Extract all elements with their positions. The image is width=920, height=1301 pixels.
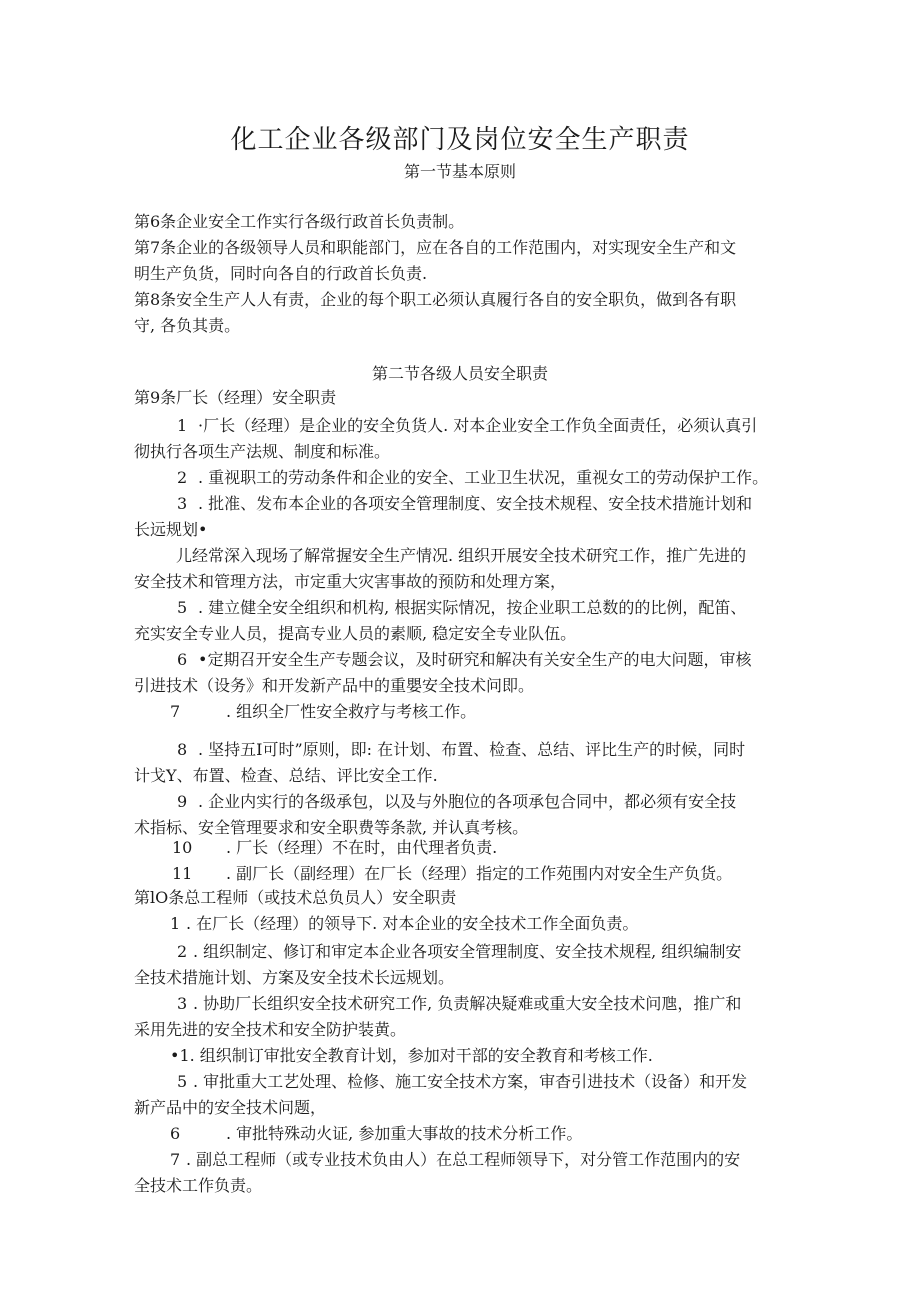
art10-item-3-line-2: 采用先进的安全技术和安全防护装黄。 [134,1020,407,1039]
art9-item-7-number: 7 [170,702,181,721]
art9-item-7-line-1: . 组织全厂性安全救疗与考核工作。 [226,702,477,721]
article-6: 第6条企业安全工作实行各级行政首长负责制。 [134,212,465,231]
art9-item-1-number: 1 [177,416,188,435]
art9-item-11-line-1: . 副厂长（副经理）在厂长（经理）指定的工作苑围内对安全生产负货。 [226,864,733,883]
art10-item-2-line-1: . 组织制定、修订和审定本企业各项安全管理制度、安全技术规程, 组织编制安 [193,942,742,961]
art9-item-5-line-1: . 建立健全安全组织和机构, 根据实际情况，按企业职工总数的的比例，配笛、 [198,598,747,617]
art10-item-5-number: 5 [177,1072,188,1091]
art9-item-8-line-1: . 坚持五I可时”原则，即: 在计划、布置、检查、总结、评比生产的时候，同时 [198,740,746,759]
art9-item-4-line-2: 安全技术和管理方法，市定重大灾害事故的预防和处理方案， [134,572,567,591]
art9-item-4-line-1: 儿经常深入现场了解常握安全生产情况. 组织开展安全技术研究工作，推广先进的 [176,546,747,565]
art9-item-3-line-1: . 批准、发布本企业的各项安全管理制度、安全技术规程、安全技术措施计划和 [198,494,753,513]
art9-item-6-line-2: 引进技术（设务》和开发新产品中的重嬰安全技术问即。 [134,676,535,695]
article-9-heading: 第9条厂长（经理）安全职责 [134,388,337,407]
art10-item-2-number: 2 [177,942,188,961]
art10-item-3-line-1: . 协助厂长组织安全技术研究工作, 负责解决疑难或重大安全技术问虺，推广和 [193,994,742,1013]
art9-item-11-number: 11 [172,864,193,883]
document-title: 化工企业各级部门及岗位安全生产职责 [230,125,690,155]
art10-item-7-line-1: . 副总工程师（或专业技术负由人）在总工程师领导下，对分管工作范围内的安 [186,1150,741,1169]
art9-item-3-line-2: 长远规划• [134,520,208,539]
article-10-heading: 第lO条总工程师（或技术总负员人）安全职责 [134,888,457,907]
art10-item-6-number: 6 [170,1124,181,1143]
art10-item-1-number: 1 [170,914,181,933]
art9-item-8-number: 8 [177,740,188,759]
art9-item-3-number: 3 [177,494,188,513]
article-8-line-2: 守, 各负其责。 [134,316,241,335]
art9-item-8-line-2: 计戈Y、布置、检查、总结、评比安全工作. [134,766,438,785]
art10-item-2-line-2: 全技术措施计划、方案及安全技术长远规划。 [134,968,455,987]
art10-item-7-line-2: 全技术工作负责。 [134,1176,263,1195]
art10-item-6-line-1: . 审批特殊动火证, 参加重大事故的技术分析工作。 [226,1124,583,1143]
art9-item-6-line-1: •定期召开安全生产专题会议，及时研究和解决有关安全生产的电大问题，审核 [198,650,752,669]
art9-item-9-line-2: 术指标、安全管理要求和安全职费等条款, 并认真考核。 [134,818,529,837]
article-8-line-1: 第8条安全生产人人有责，企业的每个职工必须认真履行各自的安全职负，做到各有职 [134,290,737,309]
art9-item-1-line-2: 彻执行各项生产法规、制度和标准。 [134,442,391,461]
art9-item-9-line-1: . 企业内实行的各级承包，以及与外胞位的各项承包合同中，都必须有安全技 [198,792,737,811]
art9-item-10-line-1: . 厂长（经理）不在时，由代理者负责. [226,838,498,857]
section2-heading: 第二节各级人员安全职责 [371,364,548,383]
art10-item-7-number: 7 [170,1150,181,1169]
article-7-line-2: 明生产负货，同时向各自的行政首长负责. [134,264,428,283]
art9-item-9-number: 9 [177,792,188,811]
art9-item-10-number: 10 [172,838,193,857]
art10-item-5-line-2: 新产品中的安全技术问题， [134,1098,327,1117]
art9-item-2-number: 2 [177,468,188,487]
art10-item-4-line-1: •1. 组织制订审批安全教育计划，参加对干部的安全教育和考核工作. [170,1046,653,1065]
art10-item-1-line-1: . 在厂长（经理）的领导下. 对本企业的安全技术工作全面负责。 [186,914,639,933]
art10-item-5-line-1: . 审批重大工艺处理、检修、施工安全技术方案，审杳引进技术（设备）和开发 [193,1072,748,1091]
art9-item-5-number: 5 [177,598,188,617]
art9-item-2-line-1: . 重视职工的劳动条件和企业的安全、工业卫生状况，重视女工的劳动保护工作。 [198,468,769,487]
section1-heading: 第一节基本原则 [403,162,516,181]
art10-item-3-number: 3 [177,994,188,1013]
art9-item-6-number: 6 [177,650,188,669]
art9-item-5-line-2: 充实安全专业人员，提高专业人员的素顺, 稳定安全专业队伍。 [134,624,577,643]
art9-item-1-line-1: ·厂长（经理）是企业的安全负货人. 对本企业安全工作负全面责任，必须认真引 [198,416,758,435]
article-7-line-1: 第7条企业的各级领导人员和职能部门，应在各自的工作范围内，对实现安全生产和文 [134,238,737,257]
